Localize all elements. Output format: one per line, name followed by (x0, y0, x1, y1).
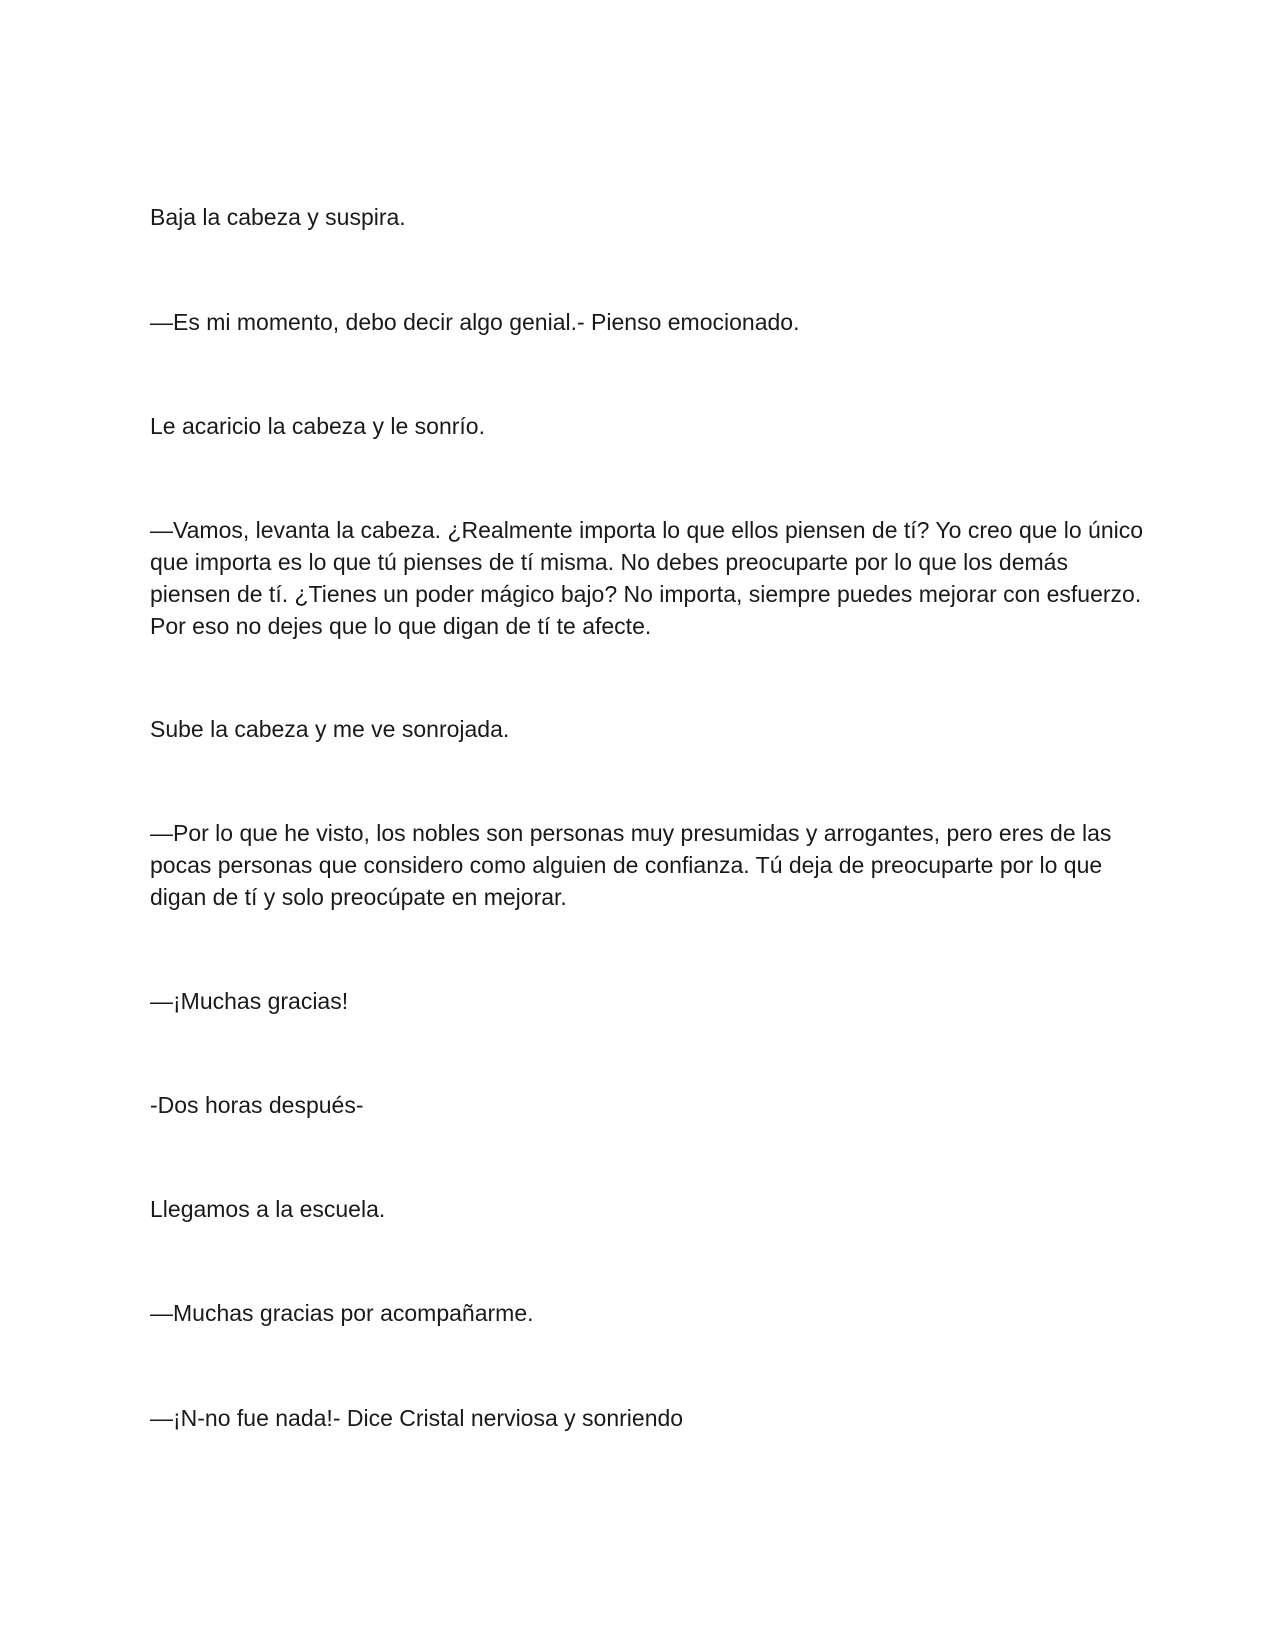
paragraph (150, 985, 1135, 1017)
paragraph-line: —Vamos, levanta la cabeza. ¿Realmente importa lo que ellos piensen de tí? Yo creo que lo único (150, 517, 1144, 543)
paragraph-line: pocas personas que considero como alguien de confianza. Tú deja de preocuparte por lo que (150, 852, 1103, 878)
paragraph (150, 514, 1144, 642)
paragraph-line: -Dos horas después- (150, 1092, 364, 1118)
paragraph (150, 1402, 1135, 1434)
paragraph-line: —Es mi momento, debo decir algo genial.- Pienso emocionado. (150, 309, 800, 335)
paragraph-line: que importa es lo que tú pienses de tí misma. No debes preocuparte por lo que los demás (150, 549, 1068, 575)
paragraph-line: piensen de tí. ¿Tienes un poder mágico bajo? No importa, siempre puedes mejorar con esfuerzo. (150, 581, 1142, 607)
paragraph-line: Por eso no dejes que lo que digan de tí te afecte. (150, 613, 652, 639)
paragraph (150, 1089, 1135, 1121)
paragraph (150, 410, 1135, 442)
paragraph (150, 713, 1135, 745)
paragraph-line: Le acaricio la cabeza y le sonrío. (150, 413, 485, 439)
paragraph-line: —Por lo que he visto, los nobles son personas muy presumidas y arrogantes, pero eres de las (150, 820, 1112, 846)
paragraph (150, 1297, 1135, 1329)
paragraph-line: —Muchas gracias por acompañarme. (150, 1300, 534, 1326)
paragraph (150, 1193, 1135, 1225)
paragraph-line: Llegamos a la escuela. (150, 1196, 386, 1222)
paragraph (150, 201, 1135, 233)
paragraph (150, 306, 1135, 338)
paragraph-line: —¡N-no fue nada!- Dice Cristal nerviosa y sonriendo (150, 1405, 684, 1431)
paragraph-line: —¡Muchas gracias! (150, 988, 349, 1014)
paragraph-line: Sube la cabeza y me ve sonrojada. (150, 716, 510, 742)
paragraph-line: digan de tí y solo preocúpate en mejorar. (150, 884, 567, 910)
paragraph (150, 817, 1135, 913)
paragraph-line: Baja la cabeza y suspira. (150, 204, 406, 230)
